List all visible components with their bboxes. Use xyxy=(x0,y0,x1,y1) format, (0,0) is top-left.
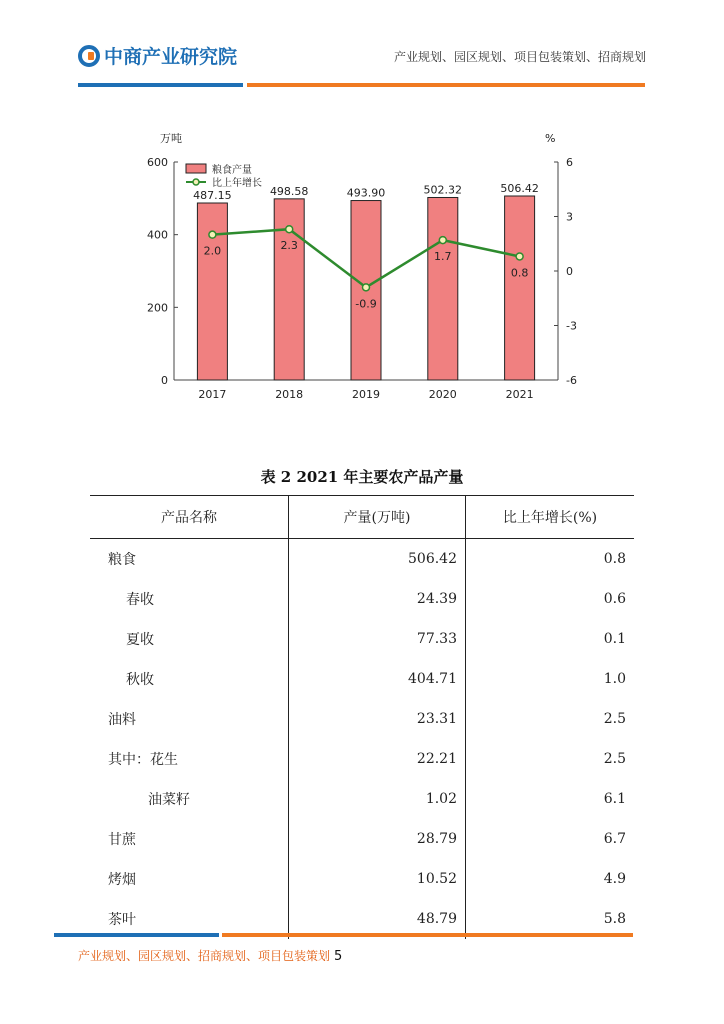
row-name: 粮食 xyxy=(108,552,136,568)
growth-value-label: 2.3 xyxy=(280,239,298,253)
growth-value-label: 1.7 xyxy=(434,250,452,264)
header-tagline: 产业规划、园区规划、项目包装策划、招商规划 xyxy=(393,50,646,64)
footer-divider-orange xyxy=(222,933,633,937)
row-name: 夏收 xyxy=(126,632,154,648)
row-output: 23.31 xyxy=(289,699,466,739)
row-growth: 0.6 xyxy=(466,579,635,619)
growth-value-label: 2.0 xyxy=(203,244,222,258)
growth-value-label: -0.9 xyxy=(355,297,377,311)
legend-bar-swatch xyxy=(186,164,206,173)
growth-value-label: 0.8 xyxy=(510,266,529,280)
row-growth: 6.1 xyxy=(466,779,635,819)
x-tick-label: 2020 xyxy=(428,388,457,401)
legend-line-label: 比上年增长 xyxy=(212,178,262,189)
row-name: 烤烟 xyxy=(108,872,136,888)
left-tick-label: 200 xyxy=(147,301,168,315)
row-output: 1.02 xyxy=(289,779,466,819)
bar xyxy=(197,203,227,380)
chart-svg xyxy=(0,120,724,420)
growth-point xyxy=(209,231,216,238)
left-axis-unit: 万吨 xyxy=(160,132,182,145)
bar-value-label: 506.42 xyxy=(500,182,539,196)
logo-text: 中商产业研究院 xyxy=(104,46,238,68)
row-growth: 5.8 xyxy=(466,899,635,939)
page-number: 5 xyxy=(334,949,343,964)
bar-value-label: 502.32 xyxy=(423,183,463,197)
x-tick-label: 2018 xyxy=(275,388,304,401)
right-tick-label: -3 xyxy=(566,319,577,333)
table-row xyxy=(90,859,634,899)
growth-point xyxy=(516,253,523,260)
legend-line-marker xyxy=(193,179,199,185)
header-output: 产量(万吨) xyxy=(289,496,466,539)
table-title: 表 2 2021 年主要农产品产量 xyxy=(260,468,464,486)
bar-value-label: 498.58 xyxy=(269,184,309,198)
right-tick-label: 6 xyxy=(566,156,573,169)
footer-text: 产业规划、园区规划、招商规划、项目包装策划 xyxy=(78,949,331,963)
right-axis-unit: % xyxy=(545,132,556,145)
logo-icon xyxy=(78,45,100,67)
table-row xyxy=(90,739,634,779)
table-row xyxy=(90,579,634,619)
legend-bar-label: 粮食产量 xyxy=(212,165,252,176)
header-divider-blue xyxy=(78,83,243,87)
row-growth: 1.0 xyxy=(466,659,635,699)
page-footer xyxy=(78,947,342,964)
x-tick-label: 2021 xyxy=(505,388,534,401)
table-row xyxy=(90,699,634,739)
row-output: 77.33 xyxy=(289,619,466,659)
growth-point xyxy=(363,284,370,291)
row-name: 油菜籽 xyxy=(148,792,190,808)
row-name: 其中：花生 xyxy=(108,752,178,768)
row-output: 22.21 xyxy=(289,739,466,779)
row-output: 10.52 xyxy=(289,859,466,899)
left-tick-label: 400 xyxy=(147,228,168,242)
right-tick-label: 3 xyxy=(566,210,573,224)
x-tick-label: 2019 xyxy=(352,388,380,401)
table-row xyxy=(90,819,634,859)
bar-value-label: 487.15 xyxy=(193,189,232,203)
bar xyxy=(428,197,458,380)
header-growth: 比上年增长(%) xyxy=(466,496,635,539)
table-row xyxy=(90,779,634,819)
growth-point xyxy=(286,226,293,233)
row-name: 甘蔗 xyxy=(108,832,136,848)
row-output: 28.79 xyxy=(289,819,466,859)
table-header-row xyxy=(90,496,634,539)
row-growth: 2.5 xyxy=(466,699,635,739)
row-growth: 0.8 xyxy=(466,539,635,580)
row-name: 春收 xyxy=(126,592,154,608)
production-table xyxy=(90,495,634,939)
header-divider-orange xyxy=(247,83,645,87)
row-name: 茶叶 xyxy=(108,912,136,928)
row-growth: 0.1 xyxy=(466,619,635,659)
grain-output-chart xyxy=(0,120,724,420)
row-name: 秋收 xyxy=(126,672,154,688)
row-growth: 4.9 xyxy=(466,859,635,899)
header-product-name: 产品名称 xyxy=(90,496,289,539)
row-output: 24.39 xyxy=(289,579,466,619)
left-tick-label: 0 xyxy=(161,374,168,387)
x-tick-label: 2017 xyxy=(198,388,227,401)
right-tick-label: -6 xyxy=(566,374,577,387)
table-row xyxy=(90,659,634,699)
growth-point xyxy=(439,237,446,244)
row-growth: 6.7 xyxy=(466,819,635,859)
row-output: 506.42 xyxy=(289,539,466,580)
company-logo xyxy=(78,42,237,69)
row-output: 48.79 xyxy=(289,899,466,939)
table-row xyxy=(90,539,634,580)
row-growth: 2.5 xyxy=(466,739,635,779)
right-tick-label: 0 xyxy=(566,265,573,278)
page-header xyxy=(0,0,724,92)
row-output: 404.71 xyxy=(289,659,466,699)
table-row xyxy=(90,619,634,659)
left-tick-label: 600 xyxy=(147,156,168,169)
row-name: 油料 xyxy=(108,712,136,728)
bar xyxy=(505,196,535,380)
footer-divider-blue xyxy=(54,933,219,937)
bar-value-label: 493.90 xyxy=(346,186,386,200)
